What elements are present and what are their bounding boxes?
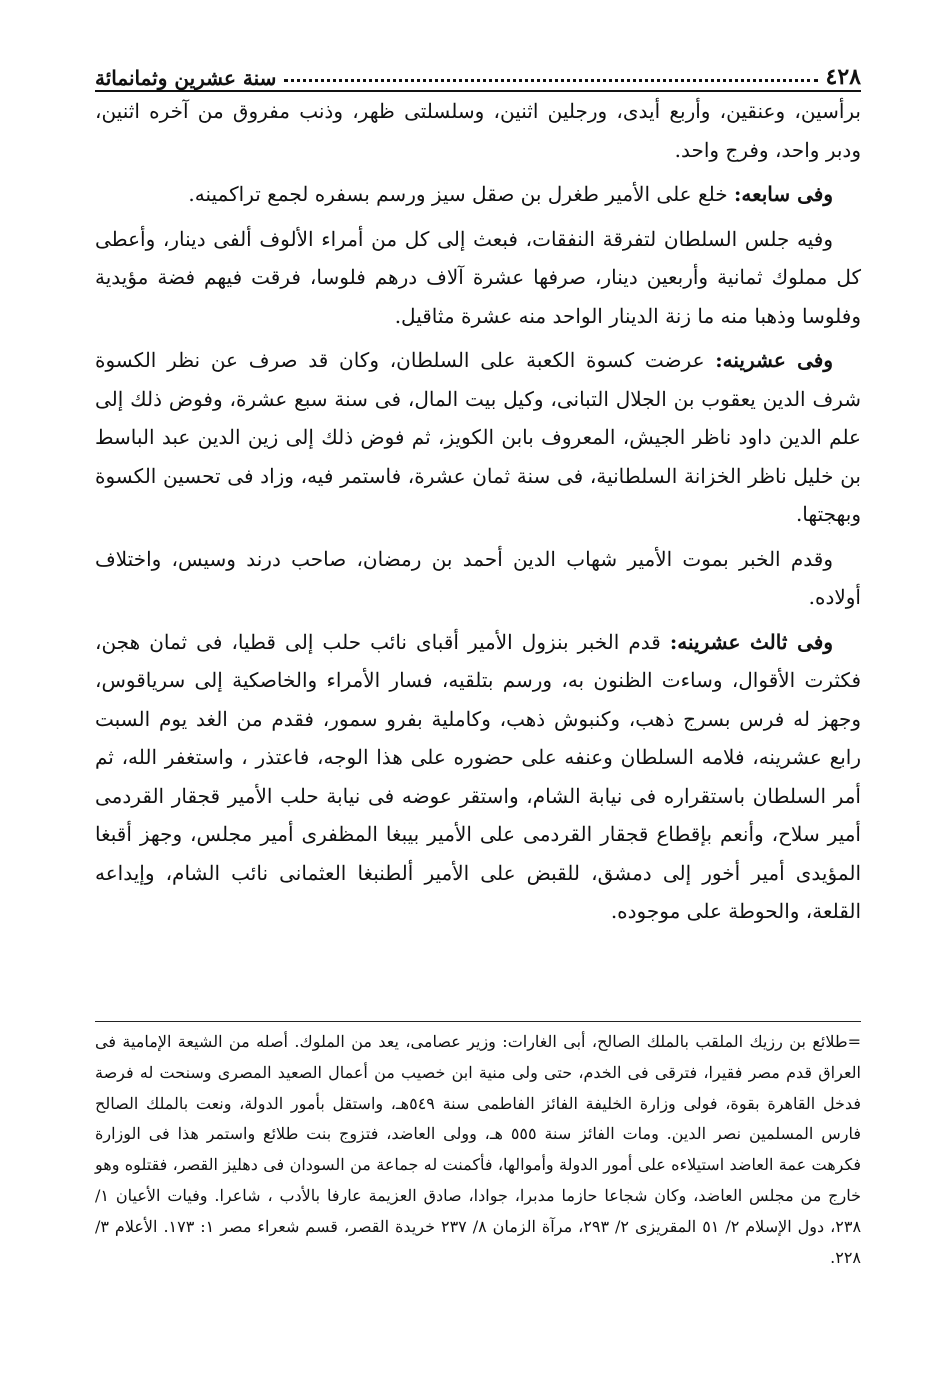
paragraph-2 (95, 175, 861, 214)
paragraph-4-lead: وفى عشرينه: (715, 348, 833, 372)
paragraph-2-lead: وفى سابعه: (733, 182, 833, 206)
paragraph-4 (95, 341, 861, 534)
header-leader-dots (284, 79, 817, 82)
footnote-divider (95, 1021, 861, 1022)
paragraph-4-text: عرضت كسوة الكعبة على السلطان، وكان قد صرف عن نظر الكسوة شرف الدين يعقوب بن الجلال التبانى، وكيل بيت المال، فى سنة سبع عشرة، وفوض ذلك إلى علم الدين داود ناظر الجيش، المعروف بابن الكويز، ثم فوض ذلك إلى زين الدين عبد الباسط بن خليل ناظر الخزانة السلطانية، فى سنة ثمان عشرة، فاستمر فيه، وزاد فى تحسين الكسوة وبهجتها. (95, 348, 861, 526)
running-title: سنة عشرين وثمانمائة (95, 66, 277, 90)
paragraph-5: وقدم الخبر بموت الأمير شهاب الدين أحمد بن رمضان، صاحب درند وسيس، واختلاف أولاده. (95, 546, 861, 609)
running-header (95, 58, 861, 92)
paragraph-2-text: خلع على الأمير طغرل بن صقل سيز ورسم بسفره لجمع تراكمينه. (188, 182, 734, 206)
footnote (95, 1027, 861, 1273)
paragraph-3: وفيه جلس السلطان لتفرقة النفقات، فبعث إلى كل من أمراء الألوف ألفى دينار، وأعطى كل مملوك ثمانية وأربعين دينار، صرفها عشرة آلاف درهم فلوسا، فرقت فيهم فضة مؤيدية وفلوسا وذهبا منه ما زنة الدينار الواحد منه عشرة مثاقيل. (95, 226, 861, 328)
paragraph-1: برأسين، وعنقين، وأربع أيدى، ورجلين اثنين، وسلسلتى ظهر، وذنب مفروق من آخره اثنين، ودبر واحد، وفرج واحد. (95, 99, 861, 162)
paragraph-6-text: قدم الخبر بنزول الأمير أقباى نائب حلب إلى قطيا، فى ثمان هجن، فكثرت الأقوال، وساءت الظنون به، ورسم بتلقيه، فسار الأمراء والخاصكية إلى سرياقوس، وجهز له فرس بسرج ذهب، وكنبوش ذهب، وكاملية بفرو سمور، فقدم من الغد يوم السبت رابع عشرينه، فلامه السلطان وعنفه على حضوره على هذا الوجه، فاعتذر ، واستغفر الله، ثم أمر السلطان باستقراره فى نيابة الشام، واستقر عوضه فى نيابة حلب الأمير قجقار القردمى أمير سلاح، وأنعم بإقطاع قجقار القردمى على الأمير بيبغا المظفرى أمير مجلس، وجهز أقبغا المؤيدى أمير أخور إلى دمشق، للقبض على الأمير ألطنبغا العثمانى نائب الشام، وإيداعه القلعة، والحوطة على موجوده. (95, 629, 861, 923)
footnote-text: =طلائع بن رزيك الملقب بالملك الصالح، أبى الغارات: وزير عصامى، يعد من الملوك. أصله من الشيعة الإمامية فى العراق قدم مصر فقيرا، فترقى فى الخدم، حتى ولى منية ابن خصيب من أعمال الصعيد المصرى وسنحت له فرصة فدخل القاهرة بقوة، فولى وزارة الخليفة الفائز الفاطمى سنة ٥٤٩هـ، واستقل بأمور الدولة، ونعت بالملك الصالح فارس المسلمين نصر الدين. ومات الفائز سنة ٥٥٥ هـ، وولى العاضد، فتزوج بنت طلائع واستمر هذا فى الوزارة فكرهت عمة العاضد استيلاءه على أمور الدولة وأموالها، فأكمنت له جماعة من السودان فى دهليز القصر، فقتلوه وهو خارج من مجلس العاضد، وكان شجاعا حازما مدبرا، جوادا، صادق العزيمة عارفا بالأدب ، شاعرا. وفيات الأعيان ١/ ٢٣٨، دول الإسلام ٢/ ٥١ المقريزى ٢/ ٢٩٣، مرآة الزمان ٨/ ٢٣٧ خريدة القصر، قسم شعراء مصر ١: ١٧٣. الأعلام ٣/ ٢٢٨. (95, 1032, 862, 1267)
main-text (95, 92, 861, 937)
page-number: ٤٢٨ (825, 64, 861, 90)
paragraph-6-lead: وفى ثالث عشرينه: (669, 629, 833, 654)
paragraph-6 (95, 623, 861, 931)
